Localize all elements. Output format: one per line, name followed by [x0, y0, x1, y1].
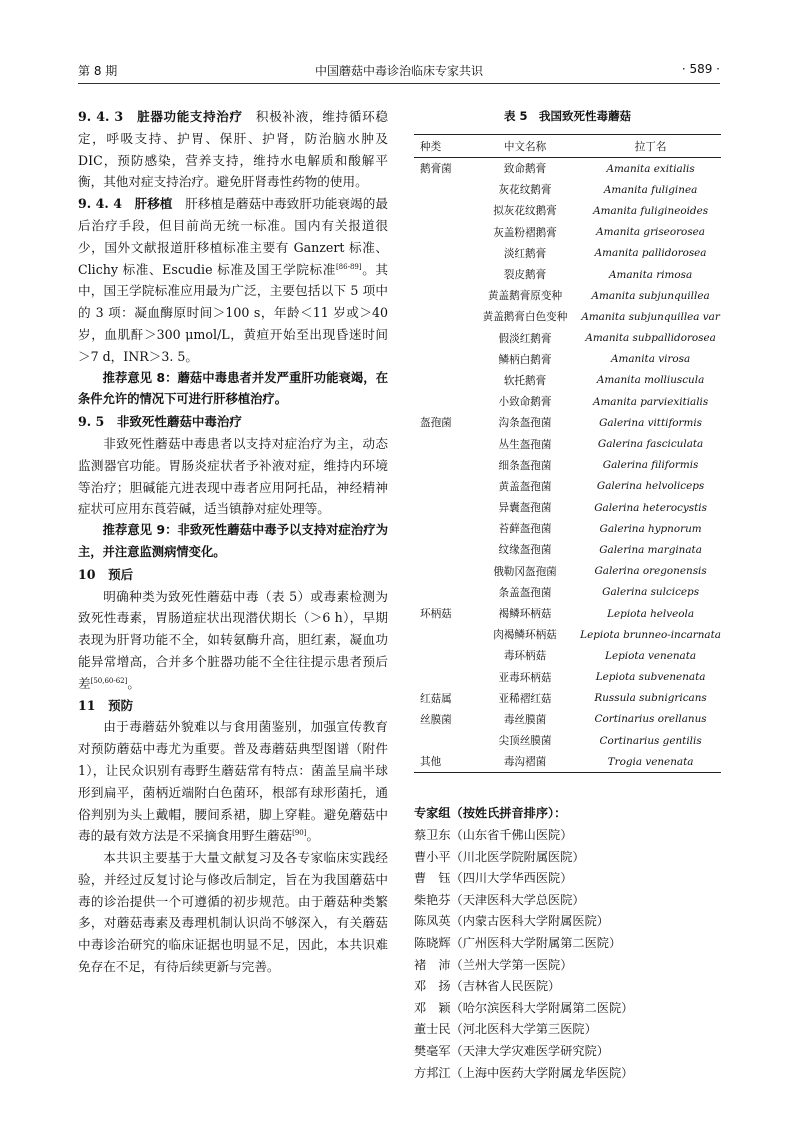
cell-latin-name: Amanita pallidorosea: [594, 247, 707, 260]
cell-chinese-name: 褐鳞环柄菇: [498, 608, 552, 621]
header-rule: [78, 83, 720, 84]
cell-chinese-name: 软托鹅膏: [503, 374, 547, 387]
table-row: [414, 349, 721, 370]
table-row: [414, 306, 721, 327]
column-header-latin-name: 拉丁名: [580, 135, 721, 158]
expert-entry: 邓 颖（哈尔滨医科大学附属第二医院）: [414, 1000, 634, 1015]
section-text: 明确种类为致死性蘑菇中毒（表 5）或毒素检测为致死性毒素，胃肠道症状出现潜伏期长（＞6 h），早期表现为肝肾功能不全，如转氨酶升高，胆红素，凝血功能异常增高，合并多个脏器功能不全往往提示患者预后差: [78, 588, 388, 691]
cell-chinese-name: 俄勒冈盔孢菌: [493, 565, 557, 578]
closing-paragraph: 本共识主要基于大量文献复习及各专家临床实践经验，并经过反复讨论与修改后制定，旨在为我国蘑菇中毒的诊治提供一个可遵循的初步规范。由于蘑菇种类繁多，对蘑菇毒素及毒理机制认识尚不够深入，有关蘑菇中毒诊治研究的临床证据也明显不足，因此，本共识难免存在不足，有待后续更新与完善。: [78, 850, 388, 975]
cell-chinese-name: 小致命鹅膏: [498, 396, 552, 409]
cell-chinese-name: 苔藓盔孢菌: [498, 523, 552, 536]
cell-kind: [414, 433, 470, 454]
section-heading: 预防: [108, 697, 134, 713]
expert-entry: 褚 沛（兰州大学第一医院）: [414, 957, 573, 972]
cell-kind: [414, 370, 470, 391]
section-number: 9. 5: [78, 414, 105, 430]
table-row: [414, 539, 721, 560]
cell-chinese-name: 亚毒环柄菇: [498, 671, 552, 684]
column-header-kind: 种类: [414, 135, 470, 158]
table-row: [414, 603, 721, 624]
cell-latin-name: Amanita exitialis: [606, 162, 695, 175]
section-number: 11: [78, 697, 96, 713]
cell-latin-name: Amanita subpallidorosea: [585, 332, 716, 345]
expert-group: [414, 803, 721, 1084]
cell-chinese-name: 致命鹅膏: [503, 163, 547, 176]
cell-kind: [414, 476, 470, 497]
expert-entry: 陈凤英（内蒙古医科大学附属医院）: [414, 914, 609, 929]
expert-entry: 蔡卫东（山东省千佛山医院）: [414, 828, 573, 843]
cell-latin-name: Amanita griseorosea: [596, 226, 705, 239]
cell-latin-name: Amanita fuligineoides: [593, 204, 709, 217]
section-number: 9. 4. 4: [78, 196, 122, 212]
cell-kind: [414, 306, 470, 327]
issue-number: 第 8 期: [78, 64, 118, 78]
cell-chinese-name: 裂皮鹅膏: [503, 269, 547, 282]
cell-latin-name: Amanita subjunquillea: [591, 289, 710, 302]
cell-chinese-name: 黄盖鹅膏原变种: [487, 290, 563, 303]
table-row: [414, 179, 721, 200]
cell-kind: [414, 285, 470, 306]
expert-entry: 邓 扬（吉林省人民医院）: [414, 979, 561, 994]
cell-latin-name: Amanita molliuscula: [596, 374, 705, 387]
section-9-5-text: 非致死性蘑菇中毒患者以支持对症治疗为主，动态监测器官功能。胃肠炎症状者予补液对症，维持内环境等治疗；胆碱能亢进表现中毒者应用阿托品，神经精神症状可应用东莨菪碱，适当镇静对症处理等。: [78, 435, 388, 517]
expert-entry: 曹小平（川北医学院附属医院）: [414, 849, 585, 864]
section-text: 。其中，国王学院标准应用最为广泛，主要包括以下 5 项中的 3 项：凝血酶原时间＞100 s，年龄＜11 岁或＞40 岁，血肌酐＞300 μmol/L，黄疸开始至出现昏迷时间＞7 d，INR＞3. 5。: [78, 261, 389, 364]
cell-kind: [414, 200, 470, 221]
table-row: [414, 561, 721, 582]
table-row: [414, 328, 721, 349]
section-11-heading: [78, 695, 388, 717]
cell-chinese-name: 细条盔孢菌: [498, 459, 552, 472]
section-10-text: [78, 586, 388, 695]
cell-kind: 丝膜菌: [420, 713, 452, 726]
running-header: [78, 62, 720, 80]
table-row: [414, 243, 721, 264]
cell-latin-name: Amanita virosa: [610, 353, 691, 366]
expert-entry: 陈晓辉（广州医科大学附属第二医院）: [414, 936, 622, 950]
cell-kind: [414, 667, 470, 688]
section-9-4-4: [78, 193, 388, 367]
section-heading: 脏器功能支持治疗: [137, 109, 243, 124]
cell-latin-name: Lepiota brunneo-incarnata: [580, 628, 721, 641]
cell-kind: [414, 222, 470, 243]
cell-latin-name: Galerina marginata: [599, 543, 702, 556]
section-10-heading: [78, 564, 388, 586]
citation: [90]: [292, 829, 307, 838]
cell-kind: [414, 497, 470, 518]
expert-list: [414, 825, 721, 1084]
section-heading: 肝移植: [134, 196, 173, 212]
cell-latin-name: Cortinarius gentilis: [599, 734, 702, 747]
cell-latin-name: Galerina heterocystis: [594, 501, 707, 514]
cell-chinese-name: 毒环柄菇: [503, 650, 547, 663]
section-heading: 预后: [108, 566, 134, 582]
table-row: [414, 264, 721, 285]
cell-chinese-name: 灰盖粉褶鹅膏: [493, 226, 557, 239]
page-number: · 589 ·: [681, 62, 720, 76]
recommendation-9: 推荐意见 9：非致死性蘑菇中毒予以支持对症治疗为主，并注意监测病情变化。: [78, 523, 388, 559]
cell-kind: 鹅膏菌: [420, 163, 452, 176]
cell-chinese-name: 纹缘盔孢菌: [498, 544, 552, 557]
section-9-5-heading: [78, 411, 388, 433]
table-row: [414, 709, 721, 730]
section-text: 。: [306, 828, 320, 844]
cell-latin-name: Cortinarius orellanus: [594, 713, 707, 726]
cell-chinese-name: 拟灰花纹鹅膏: [493, 205, 557, 218]
table-row: [414, 412, 721, 433]
expert-entry: 樊毫军（天津大学灾难医学研究院）: [414, 1043, 609, 1058]
cell-latin-name: Galerina helvoliceps: [596, 480, 705, 493]
cell-kind: [414, 518, 470, 539]
cell-chinese-name: 淡红鹅膏: [503, 247, 547, 260]
toxic-mushroom-table: [414, 134, 721, 773]
cell-chinese-name: 鳞柄白鹅膏: [498, 353, 552, 366]
cell-chinese-name: 沟条盔孢菌: [498, 417, 552, 430]
cell-latin-name: Amanita subjunquillea var: [581, 310, 720, 323]
cell-chinese-name: 尖顶丝膜菌: [498, 735, 552, 748]
cell-latin-name: Lepiota helveola: [607, 607, 695, 620]
cell-kind: [414, 391, 470, 412]
cell-kind: [414, 179, 470, 200]
cell-kind: [414, 561, 470, 582]
section-text: 肝移植是蘑菇中毒致肝功能衰竭的最后治疗手段，但目前尚无统一标准。国内有关报道很少，国外文献报道肝移植标准主要有 Ganzert 标准、Clichy 标准、Escudie 标准及国王学院标准: [78, 196, 389, 277]
table-row: [414, 497, 721, 518]
section-9-4-3: [78, 106, 388, 193]
cell-latin-name: Lepiota subvenenata: [595, 671, 706, 684]
section-text: 积极补液，维持循环稳定，呼吸支持、护胃、保肝、护肾，防治脑水肿及DIC，预防感染，营养支持，维持水电解质和酸解平衡，其他对症支持治疗。避免肝肾毒性药物的使用。: [78, 109, 389, 190]
cell-kind: [414, 243, 470, 264]
cell-latin-name: Galerina filiformis: [602, 459, 699, 472]
cell-chinese-name: 亚稀褶红菇: [498, 692, 552, 705]
cell-latin-name: Galerina fasciculata: [597, 438, 704, 451]
cell-chinese-name: 肉褐鳞环柄菇: [493, 629, 557, 642]
table-row: [414, 518, 721, 539]
table-row: [414, 751, 721, 773]
cell-latin-name: Galerina hypnorum: [599, 522, 702, 535]
table-row: [414, 200, 721, 221]
cell-chinese-name: 黄盖盔孢菌: [498, 480, 552, 493]
expert-entry: 曹 钰（四川大学华西医院）: [414, 871, 573, 886]
cell-kind: [414, 349, 470, 370]
cell-chinese-name: 条盖盔孢菌: [498, 586, 552, 599]
table-row: [414, 455, 721, 476]
cell-kind: [414, 264, 470, 285]
cell-chinese-name: 异囊盔孢菌: [498, 502, 552, 515]
section-text: 由于毒蘑菇外貌难以与食用菌鉴别，加强宣传教育对预防蘑菇中毒尤为重要。普及毒蘑菇典型图谱（附件 1），让民众识别有毒野生蘑菇常有特点：菌盖呈扁半球形到扁平，菌柄近端附白色菌环，根部有球形菌托，通俗判别为头上戴帽，腰间系裙，脚上穿鞋。避免蘑菇中毒的最有效方法是不采摘食用野生蘑菇: [78, 719, 388, 844]
table-row: [414, 285, 721, 306]
cell-latin-name: Russula subnigricans: [594, 692, 707, 705]
table-row: [414, 582, 721, 603]
journal-article-title: 中国蘑菇中毒诊治临床专家共识: [314, 64, 483, 78]
table-row: [414, 158, 721, 180]
table-row: [414, 688, 721, 709]
section-number: 10: [78, 566, 96, 582]
cell-kind: [414, 582, 470, 603]
cell-latin-name: Galerina oregonensis: [594, 565, 707, 578]
table-row: [414, 433, 721, 454]
left-column: [78, 106, 388, 978]
cell-kind: [414, 455, 470, 476]
table-row: [414, 667, 721, 688]
section-heading: 非致死性蘑菇中毒治疗: [116, 414, 242, 430]
section-11-text: [78, 716, 388, 847]
cell-chinese-name: 假淡红鹅膏: [498, 332, 552, 345]
table-body: [414, 158, 721, 773]
cell-kind: [414, 645, 470, 666]
table-row: [414, 391, 721, 412]
table-row: [414, 624, 721, 645]
citation: [50,60-62]: [90, 676, 128, 685]
expert-group-title: 专家组（按姓氏拼音排序）：: [414, 806, 567, 821]
cell-latin-name: Amanita parviexitialis: [592, 395, 709, 408]
section-text: 。: [127, 675, 140, 691]
cell-kind: 盔孢菌: [420, 417, 452, 430]
cell-latin-name: Galerina sulciceps: [602, 586, 700, 599]
expert-entry: 柴艳芬（天津医科大学总医院）: [414, 892, 585, 907]
table-row: [414, 476, 721, 497]
table-caption: 表 5 我国致死性毒蘑菇: [503, 109, 631, 123]
cell-latin-name: Galerina vittiformis: [599, 416, 703, 429]
cell-kind: 其他: [414, 751, 470, 773]
cell-kind: 环柄菇: [420, 608, 452, 621]
expert-entry: 董士民（河北医科大学第三医院）: [414, 1022, 597, 1037]
cell-kind: [414, 328, 470, 349]
column-header-chinese-name: 中文名称: [470, 135, 580, 158]
cell-chinese-name: 灰花纹鹅膏: [498, 184, 552, 197]
table-row: [414, 645, 721, 666]
table-row: [414, 370, 721, 391]
citation: [86-89]: [335, 262, 362, 271]
table-header-row: [414, 135, 721, 158]
section-number: 9. 4. 3: [78, 109, 124, 124]
cell-chinese-name: 丛生盔孢菌: [498, 438, 552, 451]
cell-chinese-name: 毒丝膜菌: [503, 713, 547, 726]
cell-latin-name: Amanita fuliginea: [603, 183, 698, 196]
table-row: [414, 730, 721, 751]
cell-kind: [414, 539, 470, 560]
cell-kind: [414, 624, 470, 645]
cell-kind: 红菇属: [420, 692, 452, 705]
cell-chinese-name: 毒沟褶菌: [470, 751, 580, 773]
cell-chinese-name: 黄盖鹅膏白色变种: [482, 311, 568, 324]
right-column: [414, 108, 721, 1084]
cell-latin-name: Amanita rimosa: [609, 268, 693, 281]
cell-kind: [414, 730, 470, 751]
expert-entry: 方邦江（上海中医药大学附属龙华医院）: [414, 1065, 634, 1080]
cell-latin-name: Trogia venenata: [580, 751, 721, 773]
cell-latin-name: Lepiota venenata: [605, 649, 697, 662]
table-row: [414, 222, 721, 243]
recommendation-8: 推荐意见 8：蘑菇中毒患者并发严重肝功能衰竭，在条件允许的情况下可进行肝移植治疗。: [78, 370, 388, 407]
